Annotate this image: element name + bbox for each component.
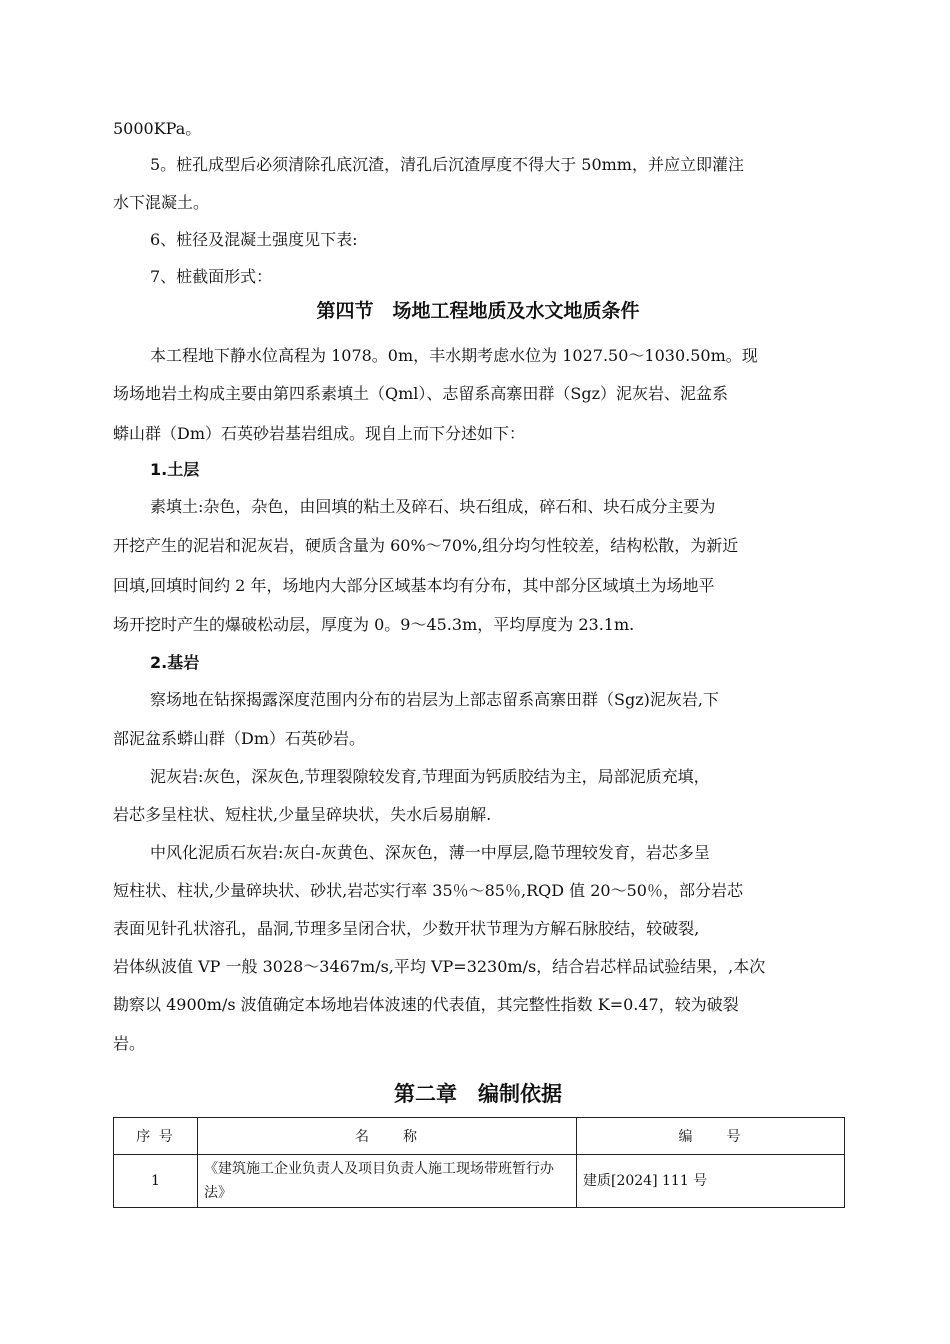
paragraph-line: 岩芯多呈柱状、短柱状,少量呈碎块状，失水后易崩解. [113, 805, 492, 824]
paragraph-line: 回填,回填时间约 2 年，场地内大部分区域基本均有分布，其中部分区域填土为场地平 [113, 576, 715, 595]
paragraph-line: 场开挖时产生的爆破松动层，厚度为 0。9～45.3m，平均厚度为 23.1m. [113, 615, 635, 634]
paragraph-line: 部泥盆系蟒山群（Dm）石英砂岩。 [113, 729, 366, 748]
paragraph-line: 勘察以 4900m/s 波值确定本场地岩体波速的代表值，其完整性指数 K=0.47，较为破裂 [113, 995, 739, 1014]
chapter-heading: 第二章 编制依据 [394, 1082, 562, 1106]
paragraph-line: 岩体纵波值 VP 一般 3028～3467m/s,平均 VP=3230m/s，结合岩芯样品试验结果，,本次 [113, 957, 766, 976]
paragraph-line: 短柱状、柱状,少量碎块状、砂状,岩芯实行率 35％～85％,RQD 值 20～50％，部分岩芯 [113, 881, 743, 900]
paragraph-line: 开挖产生的泥岩和泥灰岩，硬质含量为 60%～70%,组分均匀性较差，结构松散，为新近 [113, 536, 739, 555]
table-row [114, 1155, 845, 1208]
paragraph-line: 6、桩径及混凝土强度见下表: [150, 230, 358, 249]
col-header-name: 名 称 [198, 1118, 577, 1155]
paragraph-line: 表面见针孔状溶孔，晶洞,节理多呈闭合状，少数开状节理为方解石脉胶结，较破裂, [113, 919, 700, 938]
paragraph-line: 本工程地下静水位高程为 1078。0m，丰水期考虑水位为 1027.50～1030.50m。现 [150, 346, 758, 365]
paragraph-line: 5。桩孔成型后必须清除孔底沉渣，清孔后沉渣厚度不得大于 50mm，并应立即灌注 [150, 155, 744, 174]
paragraph-line: 素填土:杂色，杂色，由回填的粘土及碎石、块石组成，碎石和、块石成分主要为 [150, 497, 716, 516]
paragraph-line: 泥灰岩:灰色，深灰色,节理裂隙较发育,节理面为钙质胶结为主，局部泥质充填， [150, 767, 710, 786]
subheading-bedrock: 2.基岩 [150, 653, 200, 672]
paragraph-line: 5000KPa。 [113, 119, 202, 138]
paragraph-line: 中风化泥质石灰岩:灰白-灰黄色、深灰色，薄一中厚层,隐节理较发育，岩芯多呈 [150, 843, 710, 862]
cell-code: 建质[2024] 111 号 [577, 1155, 845, 1208]
paragraph-line: 7、桩截面形式： [150, 267, 273, 286]
table-header-row [114, 1118, 845, 1155]
paragraph-line: 岩。 [113, 1034, 146, 1053]
paragraph-line: 场场地岩土构成主要由第四系素填土（Qml）、志留系高寨田群（Sgz）泥灰岩、泥盆系 [113, 384, 729, 403]
paragraph-line: 察场地在钻探揭露深度范围内分布的岩层为上部志留系高寨田群（Sgz)泥灰岩,下 [150, 690, 719, 709]
basis-table [113, 1117, 845, 1208]
col-header-code: 编 号 [577, 1118, 845, 1155]
paragraph-line: 蟒山群（Dm）石英砂岩基岩组成。现自上而下分述如下： [113, 424, 526, 443]
subheading-soil: 1.土层 [150, 460, 200, 479]
col-header-no: 序 号 [114, 1118, 198, 1155]
paragraph-line: 水下混凝土。 [113, 193, 210, 212]
cell-no: 1 [114, 1155, 198, 1208]
section-heading: 第四节 场地工程地质及水文地质条件 [316, 300, 640, 322]
cell-name: 《建筑施工企业负责人及项目负责人施工现场带班暂行办法》 [198, 1155, 577, 1208]
